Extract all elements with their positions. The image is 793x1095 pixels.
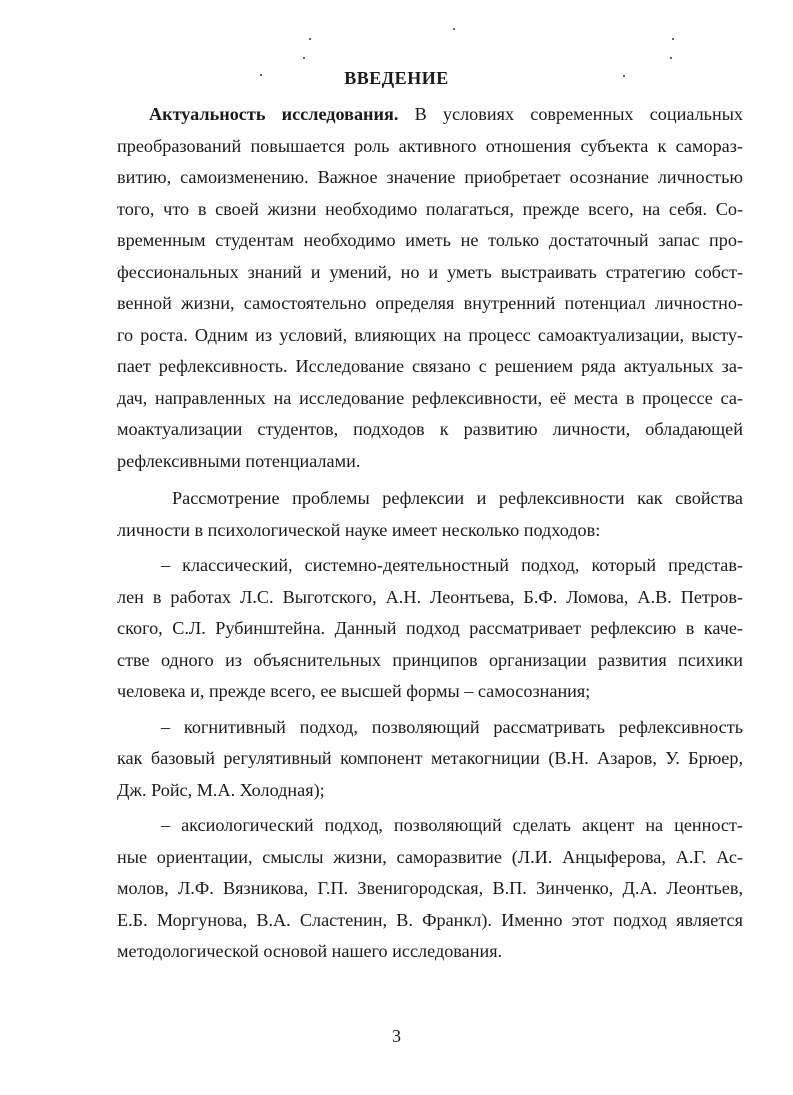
scan-speck bbox=[303, 57, 305, 59]
text-line: го роста. Одним из условий, влияющих на процесс самоактуализации, высту- bbox=[117, 324, 743, 345]
text-line: личности в психологической науке имеет несколько подходов: bbox=[117, 519, 601, 540]
text-line: Актуальность исследования. В условиях современных социальных bbox=[149, 104, 744, 124]
text-line: моактуализации студентов, подходов к развитию личности, обладающей bbox=[117, 419, 743, 439]
text-line: дач, направленных на исследование рефлексивности, её места в процессе са- bbox=[117, 387, 743, 408]
text-line: лен в работах Л.С. Выготского, А.Н. Леонтьева, Б.Ф. Ломова, А.В. Петров- bbox=[117, 586, 743, 607]
text-line: Дж. Ройс, М.А. Холодная); bbox=[117, 779, 325, 800]
scan-speck bbox=[453, 28, 455, 30]
list-item-axiological-approach bbox=[117, 810, 743, 968]
text-line: рефлексивными потенциалами. bbox=[117, 450, 361, 471]
text-line: того, что в своей жизни необходимо полагаться, прежде всего, на себя. Со- bbox=[117, 198, 743, 219]
scan-speck bbox=[670, 57, 672, 59]
text-line: методологической основой нашего исследования. bbox=[117, 941, 503, 961]
list-item-cognitive-approach bbox=[117, 712, 743, 807]
paragraph-approaches-intro bbox=[117, 483, 743, 546]
text-line: как базовый регулятивный компонент метакогниции (В.Н. Азаров, У. Брюер, bbox=[117, 748, 743, 768]
text-line: – классический, системно-деятельностный подход, который представ- bbox=[161, 555, 743, 575]
text-line: пает рефлексивность. Исследование связано с решением ряда актуальных за- bbox=[117, 356, 743, 376]
text-line: – когнитивный подход, позволяющий рассматривать рефлексивность bbox=[161, 716, 743, 737]
text-line: человека и, прежде всего, ее высшей формы – самосознания; bbox=[117, 681, 591, 701]
text-line: ского, С.Л. Рубинштейна. Данный подход рассматривает рефлексию в каче- bbox=[117, 618, 743, 638]
list-item-classical-approach bbox=[117, 550, 743, 708]
text-line: витию, самоизменению. Важное значение приобретает осознание личностью bbox=[117, 167, 743, 187]
text-line: Е.Б. Моргунова, В.А. Сластенин, В. Франкл). Именно этот подход является bbox=[117, 909, 743, 930]
text-line: – аксиологический подход, позволяющий сделать акцент на ценност- bbox=[161, 815, 743, 835]
text-line: преобразований повышается роль активного отношения субъекта к самораз- bbox=[117, 135, 743, 156]
page-title: ВВЕДЕНИЕ bbox=[344, 68, 449, 88]
relevance-lead: Актуальность исследования. bbox=[149, 104, 399, 124]
body-text bbox=[117, 99, 743, 968]
text-line: молов, Л.Ф. Вязникова, Г.П. Звенигородская, В.П. Зинченко, Д.А. Леонтьев, bbox=[117, 878, 743, 898]
paragraph-relevance bbox=[117, 99, 743, 477]
text-line: ные ориентации, смыслы жизни, саморазвитие (Л.И. Анцыферова, А.Г. Ас- bbox=[117, 846, 743, 867]
text-line: венной жизни, самостоятельно определяя внутренний потенциал личностно- bbox=[117, 293, 743, 313]
scan-speck bbox=[309, 38, 311, 40]
text-line: стве одного из объяснительных принципов организации развития психики bbox=[117, 649, 743, 670]
text-line: фессиональных знаний и умений, но и уметь выстраивать стратегию собст- bbox=[117, 261, 743, 282]
scan-speck bbox=[672, 38, 674, 40]
page-number: 3 bbox=[392, 1026, 401, 1046]
text-line: временным студентам необходимо иметь не только достаточный запас про- bbox=[117, 230, 743, 250]
text-line: Рассмотрение проблемы рефлексии и рефлексивности как свойства bbox=[172, 488, 743, 508]
